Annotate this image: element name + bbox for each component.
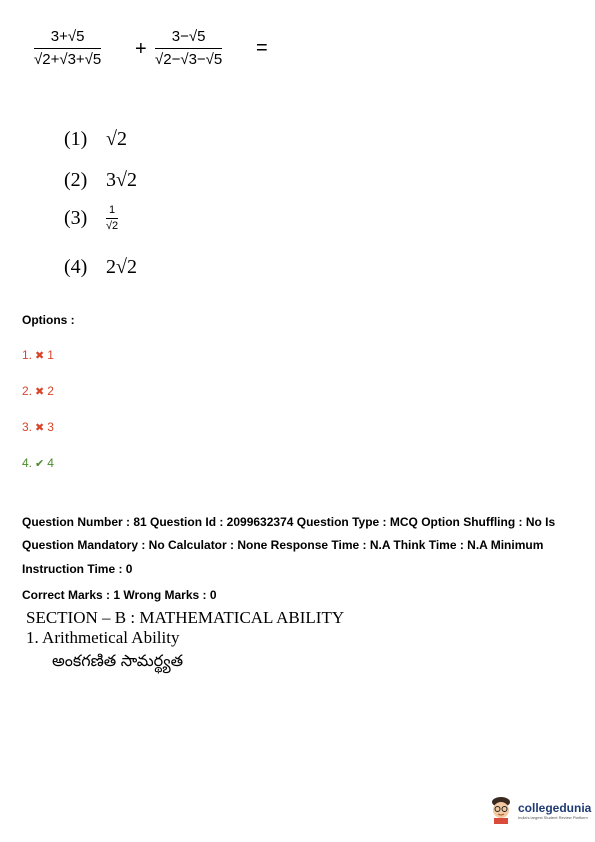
- fraction-term-1: [34, 28, 101, 69]
- choice-index: 2.: [22, 384, 33, 398]
- fraction-2-denominator: √2−√3−√5: [155, 51, 223, 68]
- choice-index: 1.: [22, 348, 33, 362]
- question-meta-line-2: Question Mandatory : No Calculator : None Response Time : N.A Think Time : N.A Minimum: [22, 538, 544, 552]
- fraction-bar: [106, 218, 118, 219]
- section-telugu-title: అంకగణిత సామర్థ్యత: [52, 653, 184, 670]
- fraction-numerator: 1: [109, 204, 116, 216]
- choice-value: 3: [47, 420, 54, 434]
- collegedunia-logo: [490, 796, 591, 824]
- answer-option-1: [64, 128, 127, 151]
- answer-option-value: √2: [106, 128, 127, 150]
- fraction-term-2: [155, 28, 222, 69]
- choice-1: [22, 348, 54, 362]
- section-subtitle: 1. Arithmetical Ability: [26, 628, 180, 647]
- answer-option-number: (2): [64, 169, 88, 191]
- answer-option-4: [64, 256, 137, 279]
- fraction-1-numerator: 3+√5: [50, 28, 85, 45]
- answer-option-number: (4): [64, 256, 88, 278]
- logo-brand-text: collegedunia: [518, 800, 592, 815]
- fraction-2-bar: [155, 48, 222, 49]
- fraction-denominator: √2: [106, 220, 119, 232]
- choice-3: [22, 420, 54, 434]
- equals-sign: =: [256, 37, 268, 59]
- answer-option-value: 2√2: [106, 256, 137, 278]
- cross-icon: ✖: [35, 349, 45, 362]
- answer-option-3: [64, 204, 118, 233]
- answer-option-number: (1): [64, 128, 88, 150]
- logo-tagline: India's largest Student Review Platform: [518, 814, 588, 820]
- answer-option-2: [64, 169, 137, 192]
- options-label: Options :: [22, 313, 75, 327]
- mascot-icon: [490, 796, 512, 824]
- answer-option-number: (3): [64, 207, 88, 229]
- answer-option-fraction: [106, 204, 118, 233]
- section-title: SECTION – B : MATHEMATICAL ABILITY: [26, 608, 345, 627]
- cross-icon: ✖: [35, 385, 45, 398]
- question-meta-line-3: Instruction Time : 0: [22, 562, 133, 576]
- question-meta-line-1: Question Number : 81 Question Id : 2099632374 Question Type : MCQ Option Shuffling : No Is: [22, 515, 556, 529]
- cross-icon: ✖: [35, 421, 45, 434]
- answer-option-value: 3√2: [106, 169, 137, 191]
- choice-value: 2: [47, 384, 54, 398]
- fraction-1-denominator: √2+√3+√5: [34, 51, 102, 68]
- check-icon: ✔: [35, 457, 45, 470]
- fraction-1-bar: [34, 48, 101, 49]
- choice-2: [22, 384, 54, 398]
- choice-value: 1: [47, 348, 54, 362]
- choice-index: 3.: [22, 420, 33, 434]
- choice-4: [22, 456, 54, 470]
- plus-sign: +: [135, 38, 147, 60]
- fraction-2-numerator: 3−√5: [171, 28, 206, 45]
- choice-index: 4.: [22, 456, 33, 470]
- choice-value: 4: [47, 456, 54, 470]
- question-meta-line-4: Correct Marks : 1 Wrong Marks : 0: [22, 588, 217, 602]
